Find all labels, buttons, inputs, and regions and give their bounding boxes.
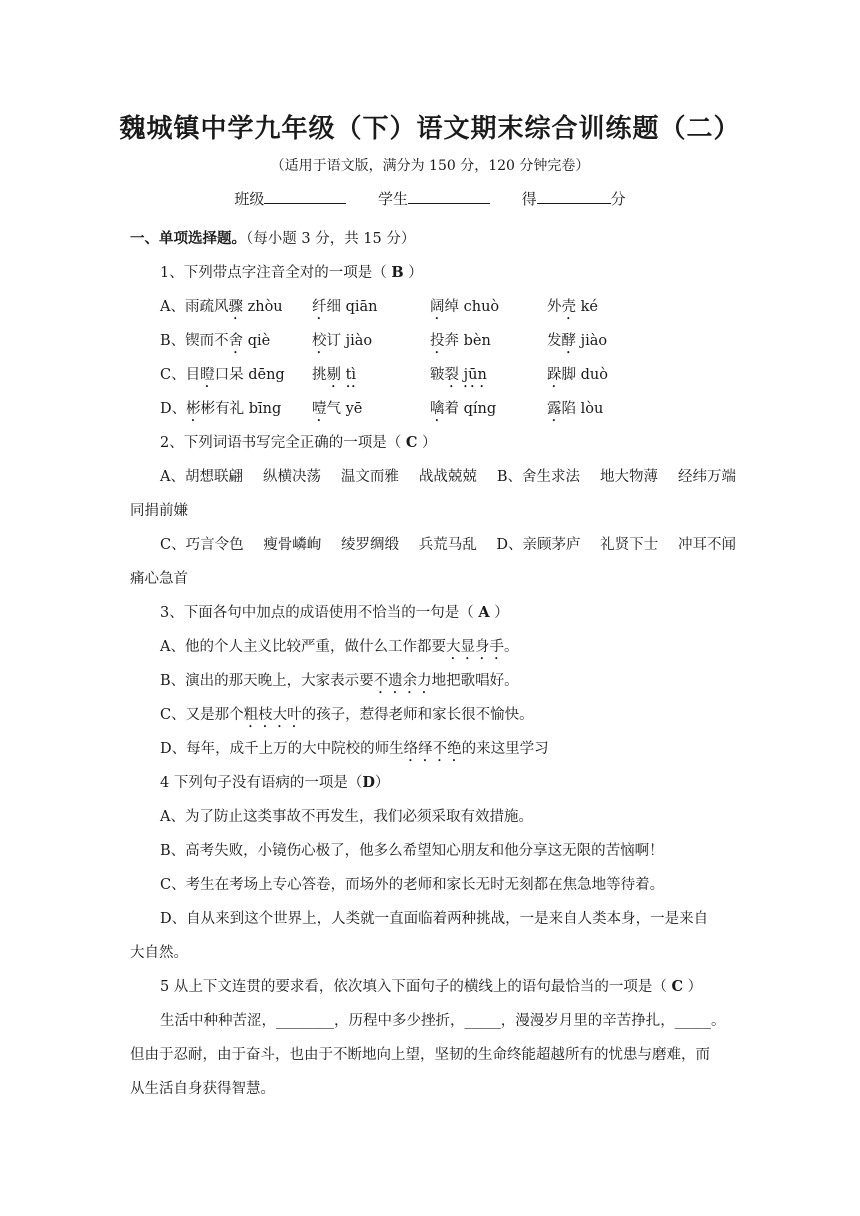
class-label: 班级 <box>234 190 265 208</box>
question-2-stem: 2、下列词语书写完全正确的一项是（ C ） <box>160 434 437 451</box>
question-4-stem: 4 下列句子没有语病的一项是（D） <box>160 774 390 791</box>
question-5-passage-line-2: 但由于忍耐，由于奋斗，也由于不断地向上望，坚韧的生命终能超越所有的忧患与磨难，而 <box>130 1047 710 1063</box>
student-label: 学生 <box>377 190 408 208</box>
question-4-answer: D <box>362 774 375 791</box>
question-5-passage-line-1: 生活中种种苦涩，________，历程中多少挫折，_____，漫漫岁月里的辛苦挣扎，_____。 <box>160 1013 726 1029</box>
question-3-option-b: B、演出的那天晚上，大家表示要不遗余力地把歌唱好。 <box>160 673 519 689</box>
score-blank <box>537 189 611 204</box>
student-blank <box>408 189 490 204</box>
question-5-passage-line-3: 从生活自身获得智慧。 <box>130 1081 275 1097</box>
question-5-stem: 5 从上下文连贯的要求看，依次填入下面句子的横线上的语句最恰当的一项是（ C ） <box>160 978 703 995</box>
question-2-line-2: C、巧言令色 瘦骨嶙峋 绫罗绸缎 兵荒马乱 D、亲顾茅庐 礼贤下士 冲耳不闻 <box>160 537 736 553</box>
section-heading: 一、单项选择题。（每小题 3 分，共 15 分） <box>130 230 416 247</box>
question-3-stem: 3、下面各句中加点的成语使用不恰当的一句是（ A ） <box>160 604 509 621</box>
student-info-row <box>0 188 860 209</box>
question-1-option-a: A、雨疏风骤 zhòu 纤细 qiān 阔绰 chuò 外壳 ké <box>160 299 598 315</box>
question-4-option-b: B、高考失败，小镜伤心极了，他多么希望知心朋友和他分享这无限的苦恼啊！ <box>160 843 664 859</box>
question-1-stem: 1、下列带点字注音全对的一项是（ B ） <box>160 264 423 281</box>
score-label: 得 <box>521 190 537 208</box>
question-content <box>130 222 736 1106</box>
question-4-option-c: C、考生在考场上专心答卷，而场外的老师和家长无时无刻都在焦急地等待着。 <box>160 877 665 893</box>
question-3-answer: A <box>478 604 490 621</box>
question-3-option-d: D、每年，成千上万的大中院校的师生络绎不绝的来这里学习 <box>160 741 549 757</box>
class-blank <box>264 189 346 204</box>
question-2-line-2-cont: 痛心急首 <box>130 571 188 587</box>
question-4-option-d: D、自从来到这个世界上，人类就一直面临着两种挑战，一是来自人类本身，一是来自 <box>160 911 709 927</box>
question-5-answer: C <box>671 978 683 995</box>
question-1-answer: B <box>391 264 404 281</box>
page-subtitle: （适用于语文版，满分为 150 分，120 分钟完卷） <box>270 158 590 174</box>
question-1-option-b: B、锲而不舍 qiè 校订 jiào 投奔 bèn 发酵 jiào <box>160 333 608 349</box>
page-title: 魏城镇中学九年级（下）语文期末综合训练题（二） <box>119 114 741 144</box>
question-2-line-1-cont: 同捐前嫌 <box>130 503 188 519</box>
question-3-option-a: A、他的个人主义比较严重，做什么工作都要大显身手。 <box>160 639 519 655</box>
question-2-answer: C <box>405 434 418 451</box>
question-1-option-c: C、目瞪口呆 dēng 挑剔 tì 皲裂 jūn 跺脚 duò <box>160 367 608 383</box>
question-2-line-1: A、胡想联翩 纵横决荡 温文而雅 战战兢兢 B、舍生求法 地大物薄 经纬万端 <box>160 469 736 485</box>
question-3-option-c: C、又是那个粗枝大叶的孩子，惹得老师和家长很不愉快。 <box>160 707 534 723</box>
question-4-option-d-cont: 大自然。 <box>130 945 188 961</box>
question-4-option-a: A、为了防止这类事故不再发生，我们必须采取有效措施。 <box>160 809 533 825</box>
question-1-option-d: D、彬彬有礼 bīng 噎气 yē 噙着 qíng 露陷 lòu <box>160 401 604 417</box>
score-unit: 分 <box>610 190 626 208</box>
